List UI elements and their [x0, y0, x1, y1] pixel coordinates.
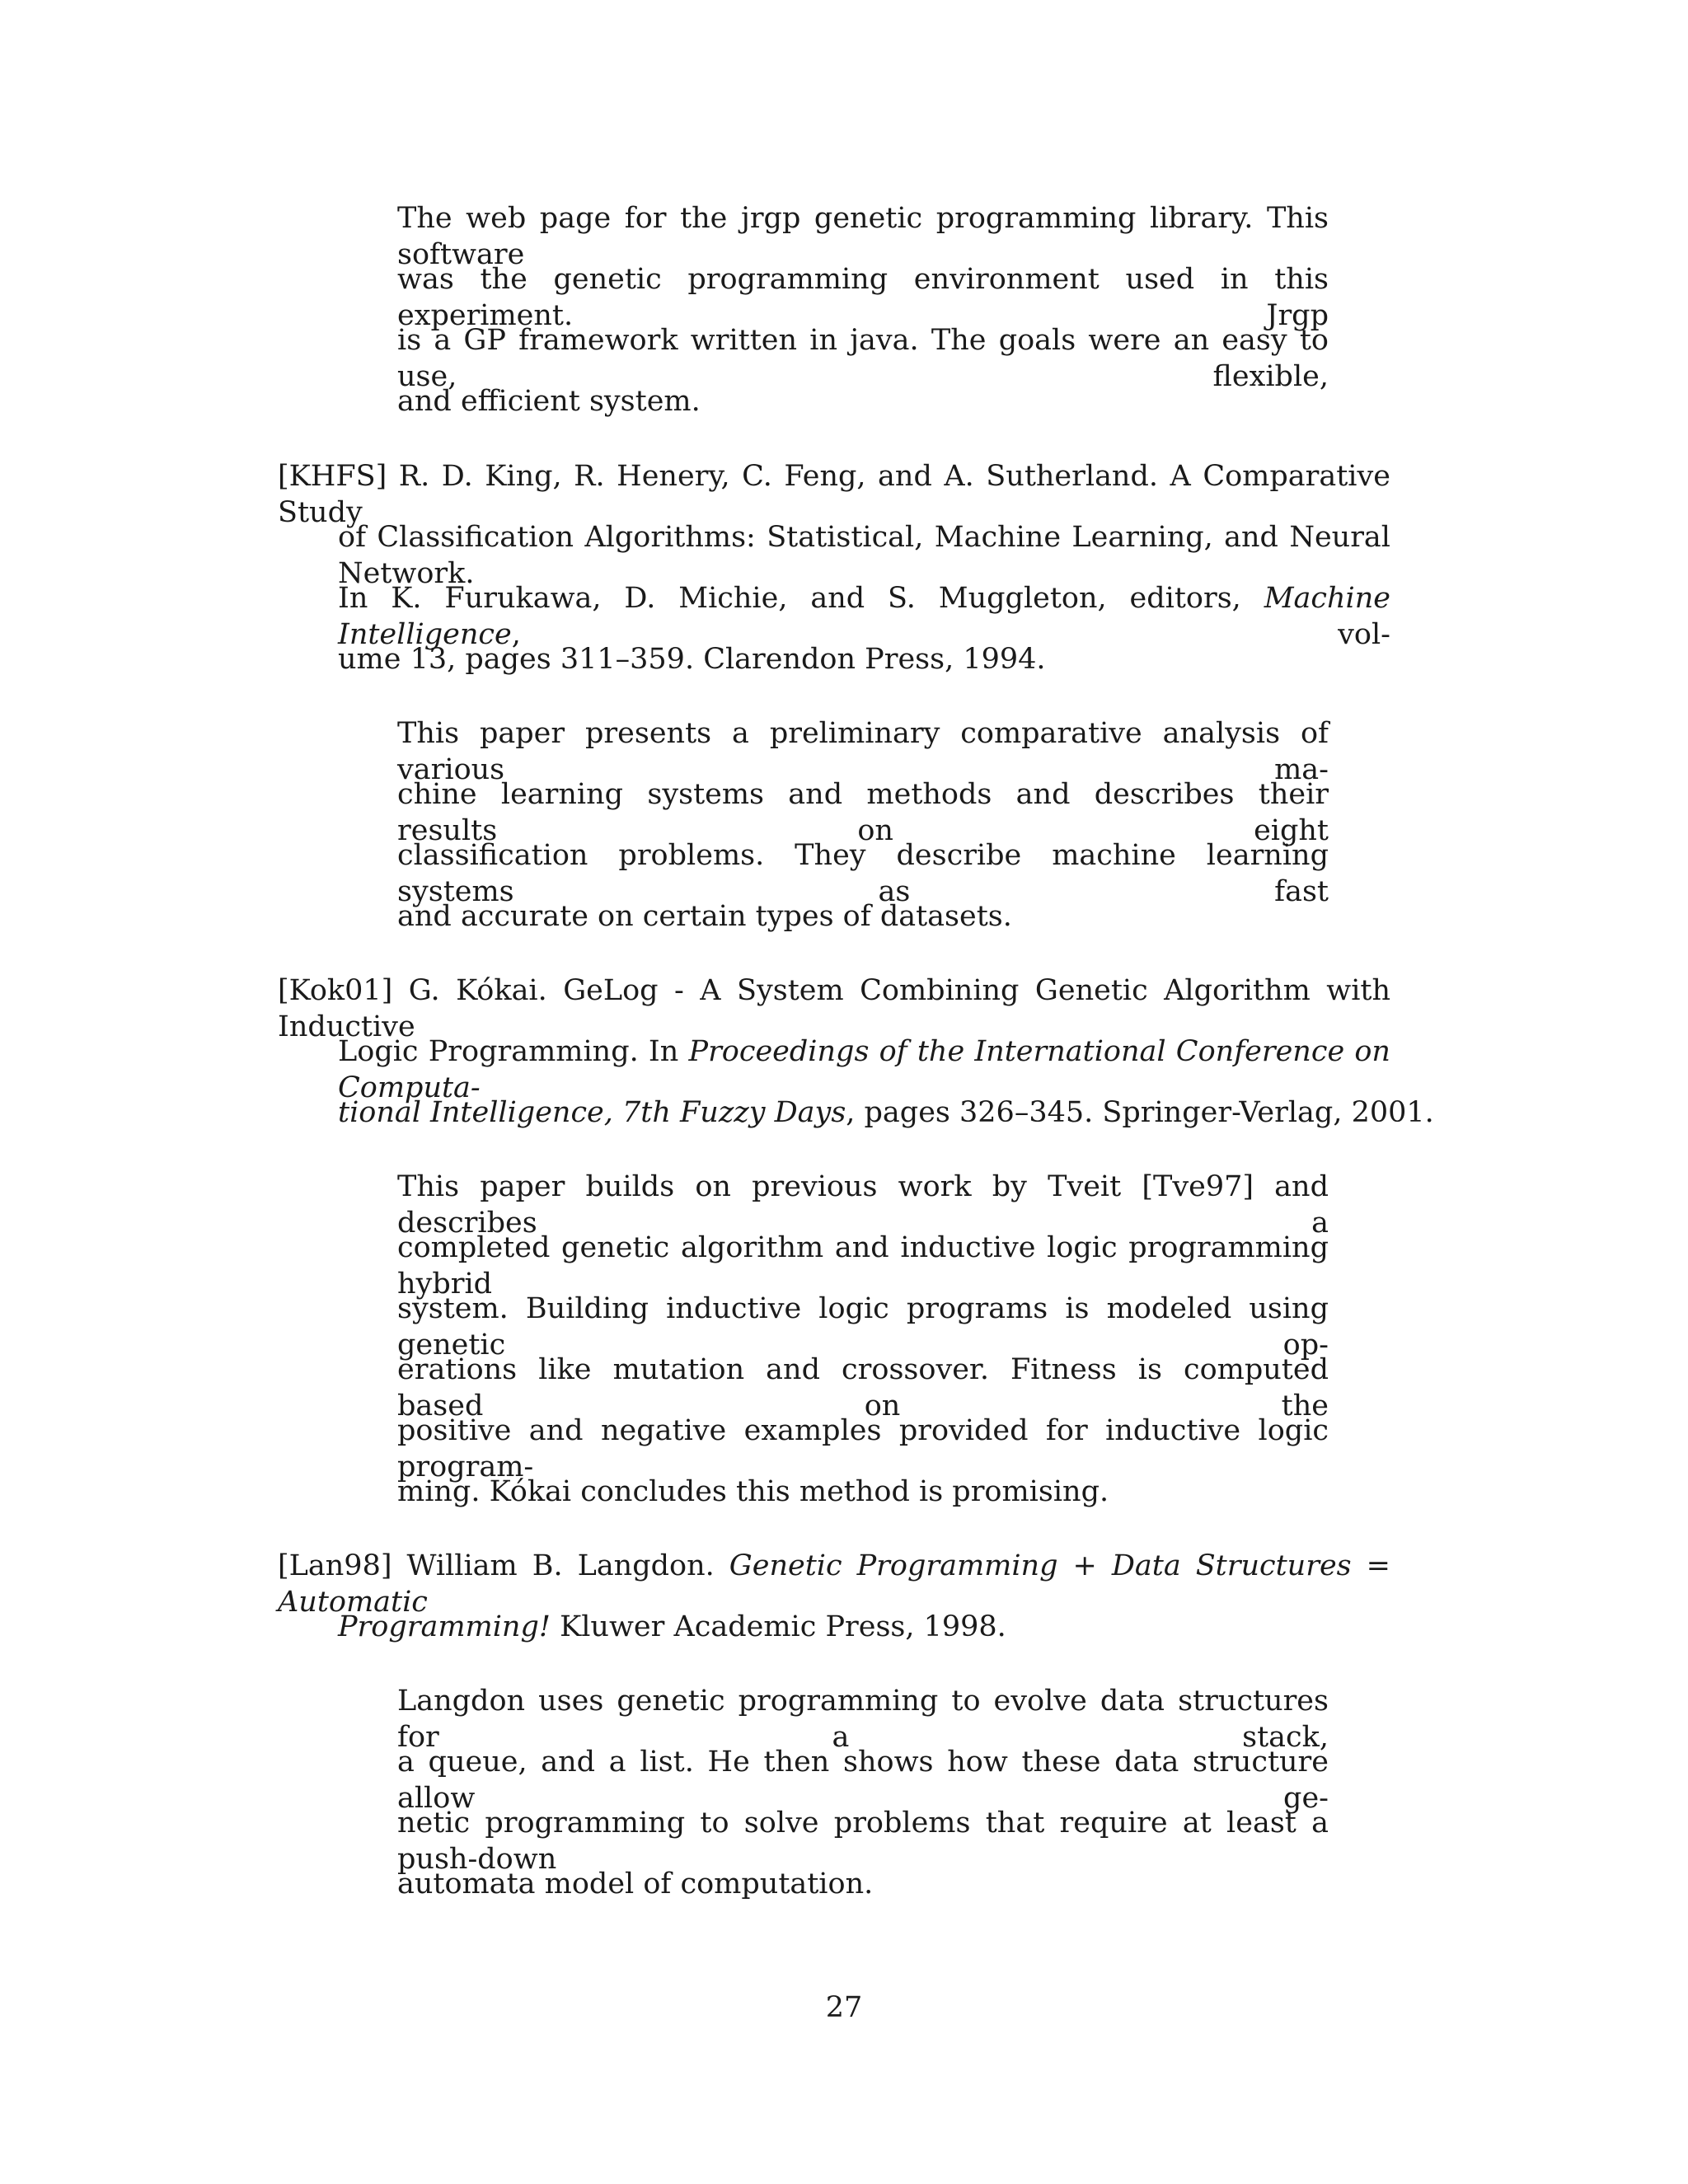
- reference-first-line: [278, 458, 1390, 529]
- reference-line: of Classification Algorithms: Statistical, Machine Learning, and Neural Network.: [338, 521, 1390, 590]
- citation-key: [KHFS]: [278, 460, 387, 493]
- reference-text: , vol-: [511, 618, 1390, 651]
- annotation-line: chine learning systems and methods and describes their results on eight: [397, 778, 1329, 847]
- annotation-line: ming. Kókai concludes this method is promising.: [397, 1475, 1109, 1508]
- annotation-line: This paper builds on previous work by Tveit [Tve97] and describes a: [397, 1170, 1329, 1240]
- reference-line: [338, 1033, 1390, 1104]
- reference-line: ume 13, pages 311–359. Clarendon Press, 1994.: [338, 643, 1046, 676]
- annotation-line: system. Building inductive logic programs is modeled using genetic op-: [397, 1292, 1329, 1361]
- annotation-line: and accurate on certain types of datasets.: [397, 900, 1012, 933]
- reference-title: Genetic Programming + Data Structures = Automatic: [278, 1549, 1390, 1619]
- annotation-line: erations like mutation and crossover. Fitness is computed based on the: [397, 1353, 1329, 1422]
- annotation-line: was the genetic programming environment used in this experiment. Jrgp: [397, 263, 1329, 332]
- annotation-line: classification problems. They describe machine learning systems as fast: [397, 839, 1329, 908]
- annotation-line: a queue, and a list. He then shows how these data structure allow ge-: [397, 1746, 1329, 1815]
- annotation-line: and efficient system.: [397, 385, 701, 418]
- page-number: 27: [825, 1991, 863, 2024]
- reference-line: [338, 580, 1390, 651]
- annotation-line: positive and negative examples provided for inductive logic program-: [397, 1414, 1329, 1483]
- annotation-line: Langdon uses genetic programming to evolve data structures for a stack,: [397, 1685, 1329, 1754]
- annotation-line: This paper presents a preliminary comparative analysis of various ma-: [397, 717, 1329, 786]
- annotation-line: is a GP framework written in java. The goals were an easy to use, flexible,: [397, 324, 1329, 393]
- reference-text: In K. Furukawa, D. Michie, and S. Muggleton, editors,: [338, 582, 1241, 615]
- reference-text: Logic Programming. In: [338, 1035, 679, 1068]
- annotation-line: completed genetic algorithm and inductive logic programming hybrid: [397, 1231, 1329, 1301]
- reference-first-line: [278, 1548, 1390, 1619]
- citation-key: [Lan98]: [278, 1549, 392, 1582]
- reference-text: R. D. King, R. Henery, C. Feng, and A. Sutherland. A Comparative Study: [278, 460, 1390, 529]
- reference-text: , pages 326–345. Springer-Verlag, 2001.: [846, 1096, 1434, 1129]
- reference-text: Kluwer Academic Press, 1998.: [550, 1610, 1006, 1643]
- reference-title: Machine Intelligence: [338, 582, 1390, 651]
- reference-line: [338, 1094, 1434, 1131]
- reference-title: Proceedings of the International Conference on Computa-: [338, 1035, 1390, 1104]
- reference-title: Programming!: [338, 1610, 551, 1643]
- reference-first-line: [278, 972, 1390, 1043]
- reference-line: [338, 1609, 1390, 1645]
- citation-key: [Kok01]: [278, 974, 393, 1007]
- reference-text: G. Kókai. GeLog - A System Combining Genetic Algorithm with Inductive: [278, 974, 1390, 1043]
- annotation-line: automata model of computation.: [397, 1868, 874, 1900]
- annotation-line: The web page for the jrgp genetic programming library. This software: [397, 202, 1329, 271]
- annotation-line: netic programming to solve problems that require at least a push-down: [397, 1807, 1329, 1876]
- reference-text: William B. Langdon.: [406, 1549, 715, 1582]
- reference-title: tional Intelligence, 7th Fuzzy Days: [338, 1096, 846, 1129]
